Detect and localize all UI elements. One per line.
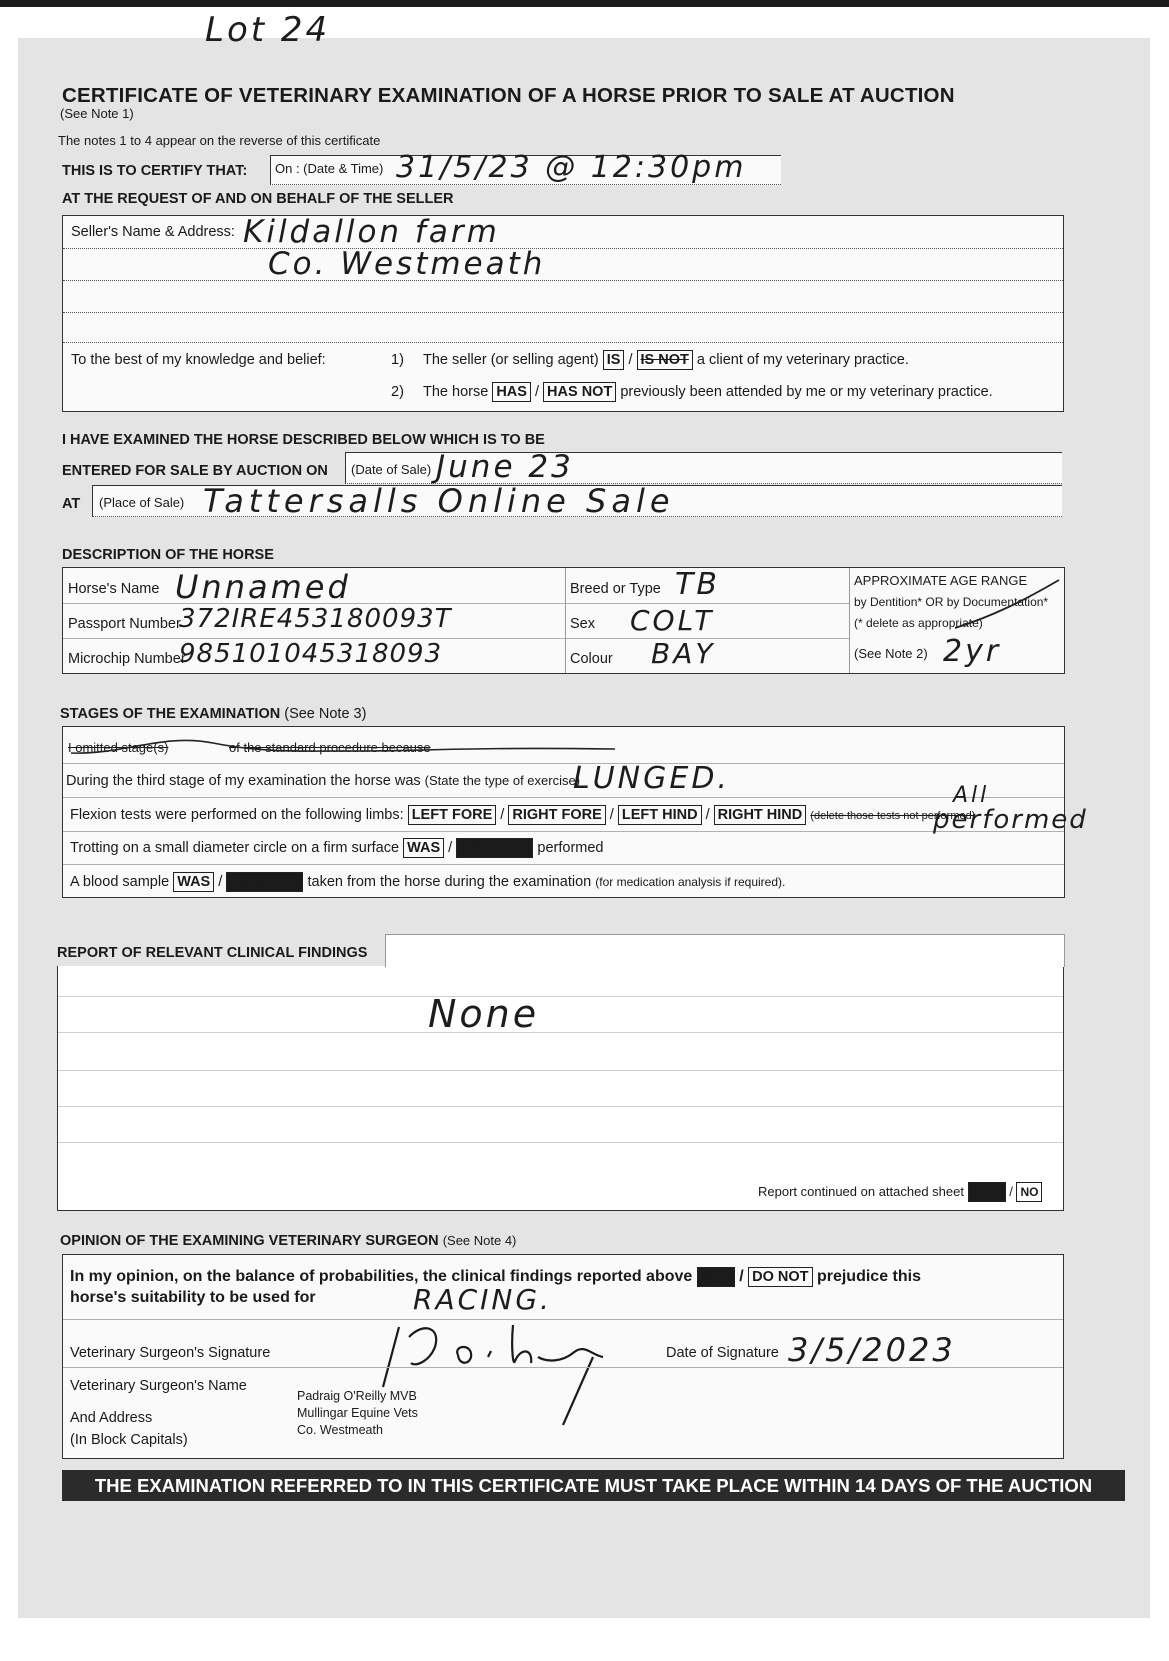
report-findings-value: None: [428, 992, 540, 1036]
seller-name-label: Seller's Name & Address:: [71, 224, 235, 240]
report-heading-field: [385, 934, 1065, 967]
stages-heading-wrap: [60, 706, 366, 722]
report-area: [57, 966, 1064, 1211]
entered-for-sale-label: ENTERED FOR SALE BY AUCTION ON: [62, 463, 328, 479]
third-stage-note: (State the type of exercise): [424, 773, 581, 788]
place-of-sale-value: Tattersalls Online Sale: [203, 482, 675, 520]
blood-tail: taken from the horse during the examination: [307, 874, 592, 890]
vet-stamp-line3: Co. Westmeath: [297, 1423, 383, 1437]
age-strike-mark: [953, 576, 1063, 631]
datetime-field: [270, 150, 781, 185]
colour-label: Colour: [570, 651, 613, 667]
sex-label: Sex: [570, 616, 595, 632]
opinion-do-redacted[interactable]: DO: [697, 1267, 735, 1287]
passport-value: 372IRE453180093T: [179, 604, 452, 634]
block-capitals-label: (In Block Capitals): [70, 1432, 188, 1448]
opinion-do-not[interactable]: DO NOT: [748, 1267, 812, 1287]
report-continued: [758, 1182, 1042, 1202]
separator: /: [1009, 1184, 1013, 1199]
certify-label: THIS IS TO CERTIFY THAT:: [62, 163, 248, 179]
stages-table: [62, 726, 1088, 898]
vet-address-label: And Address: [70, 1410, 153, 1426]
flexion-handwritten-performed: performed: [933, 805, 1088, 835]
report-no[interactable]: NO: [1016, 1182, 1042, 1202]
age-value: 2yr: [943, 634, 1002, 669]
place-of-sale-label: (Place of Sale): [99, 495, 185, 510]
scan-top-border: [0, 0, 1169, 7]
age-see-note: (See Note 2): [854, 646, 928, 661]
statement1-tail: a client of my veterinary practice.: [696, 352, 909, 368]
microchip-value: 985101045318093: [179, 639, 443, 669]
separator: /: [534, 384, 540, 400]
option-has[interactable]: HAS: [492, 382, 531, 402]
third-stage-value: LUNGED.: [573, 761, 730, 796]
colour-value: BAY: [651, 637, 716, 670]
option-has-not[interactable]: HAS NOT: [543, 382, 616, 402]
third-stage-label: During the third stage of my examination the horse was: [66, 773, 421, 789]
statement2-tail: previously been attended by me or my veterinary practice.: [620, 384, 993, 400]
trot-tail: performed: [537, 840, 604, 856]
breed-label: Breed or Type: [570, 581, 661, 597]
date-of-sale-label: (Date of Sale): [351, 462, 432, 477]
opinion-use-value: RACING.: [413, 1283, 552, 1316]
separator: /: [628, 352, 633, 368]
option-is-not-struck[interactable]: IS NOT: [637, 350, 693, 370]
knowledge-label: To the best of my knowledge and belief:: [71, 352, 326, 368]
report-heading: REPORT OF RELEVANT CLINICAL FINDINGS: [57, 945, 368, 961]
age-range-heading: APPROXIMATE AGE RANGE: [854, 573, 1028, 588]
blood-was[interactable]: WAS: [173, 872, 214, 892]
separator: /: [500, 807, 505, 823]
lot-number-note: Lot 24: [205, 10, 331, 50]
opinion-text-a: In my opinion, on the balance of probabilities, the clinical findings reported above: [70, 1268, 693, 1285]
date-of-sale-field: [345, 449, 1062, 485]
horse-name-value: Unnamed: [175, 568, 351, 606]
statement1-text: The seller (or selling agent): [423, 352, 599, 368]
at-label: AT: [62, 496, 81, 512]
statement2-number: 2): [391, 384, 404, 400]
opinion-section: [62, 1254, 1064, 1459]
horse-name-label: Horse's Name: [68, 581, 160, 597]
opinion-text-b: prejudice this: [816, 1268, 921, 1285]
limb-left-fore[interactable]: LEFT FORE: [408, 805, 497, 825]
description-table: [62, 567, 1065, 674]
age-by: by Dentition* OR by Documentation*: [854, 595, 1049, 609]
sex-value: COLT: [630, 604, 715, 637]
date-of-sale-value: June 23: [436, 449, 574, 485]
flexion-note: (delete those tests not performed): [810, 810, 976, 822]
blood-sample-row: [70, 872, 785, 892]
age-delete-note: (* delete as appropriate): [854, 616, 983, 630]
examined-heading: I HAVE EXAMINED THE HORSE DESCRIBED BELOW WHICH IS TO BE: [62, 432, 545, 448]
trotting-row: [70, 838, 603, 858]
separator: /: [705, 807, 710, 823]
vet-stamp-line2: Mullingar Equine Vets: [297, 1406, 418, 1420]
opinion-heading-wrap: [60, 1233, 516, 1249]
statement2: [423, 382, 993, 402]
flexion-row: [70, 805, 975, 825]
limb-left-hind[interactable]: LEFT HIND: [618, 805, 702, 825]
limb-right-fore[interactable]: RIGHT FORE: [508, 805, 605, 825]
omitted-stages-b: of the standard procedure because: [229, 740, 431, 755]
trot-was[interactable]: WAS: [403, 838, 444, 858]
trot-was-not-redacted[interactable]: WAS NOT: [456, 838, 533, 858]
statement1-number: 1): [391, 352, 404, 368]
date-of-signature-label: Date of Signature: [666, 1345, 779, 1361]
separator: /: [609, 807, 614, 823]
omitted-strike-mark: [63, 733, 623, 763]
place-of-sale-field: [92, 482, 1062, 520]
notes-reference-line: The notes 1 to 4 appear on the reverse of this certificate: [58, 133, 381, 148]
stages-heading: STAGES OF THE EXAMINATION: [60, 706, 281, 722]
flexion-label: Flexion tests were performed on the following limbs:: [70, 807, 404, 823]
stages-note: (See Note 3): [284, 706, 367, 722]
opinion-heading: OPINION OF THE EXAMINING VETERINARY SURGEON: [60, 1233, 439, 1249]
seller-name-line2: Co. Westmeath: [268, 246, 546, 282]
blood-note: (for medication analysis if required).: [595, 875, 786, 889]
option-is[interactable]: IS: [603, 350, 625, 370]
seller-name-line1: Kildallon farm: [243, 214, 500, 250]
datetime-label: On : (Date & Time): [275, 161, 384, 176]
microchip-label: Microchip Number: [68, 651, 186, 667]
report-yes-redacted[interactable]: YES: [968, 1182, 1006, 1202]
limb-right-hind[interactable]: RIGHT HIND: [714, 805, 807, 825]
opinion-note: (See Note 4): [442, 1233, 517, 1248]
blood-was-not-redacted[interactable]: WAS NOT: [226, 872, 303, 892]
see-note-1: (See Note 1): [60, 106, 134, 121]
blood-label: A blood sample: [70, 874, 170, 890]
trotting-label: Trotting on a small diameter circle on a firm surface: [70, 840, 400, 856]
certificate-title: CERTIFICATE OF VETERINARY EXAMINATION OF A HORSE PRIOR TO SALE AT AUCTION: [62, 84, 955, 107]
seller-section: [62, 215, 1064, 412]
vet-stamp-line1: Padraig O'Reilly MVB: [297, 1389, 417, 1403]
opinion-text-c: horse's suitability to be used for: [70, 1289, 316, 1306]
breed-value: TB: [675, 567, 720, 602]
separator: /: [448, 840, 453, 856]
datetime-value: 31/5/23 @ 12:30pm: [396, 150, 747, 185]
signature-label: Veterinary Surgeon's Signature: [70, 1345, 271, 1361]
description-heading: DESCRIPTION OF THE HORSE: [62, 547, 274, 563]
vet-name-label: Veterinary Surgeon's Name: [70, 1378, 247, 1394]
omitted-stages-a: I omitted stage(s): [68, 740, 169, 755]
statement1: [423, 350, 909, 370]
request-heading: AT THE REQUEST OF AND ON BEHALF OF THE SELLER: [62, 191, 454, 207]
flexion-handwritten-all: All: [953, 783, 990, 808]
date-of-signature-value: 3/5/2023: [788, 1331, 956, 1369]
report-continued-label: Report continued on attached sheet: [758, 1184, 964, 1199]
third-stage: [66, 773, 580, 789]
statement2-text: The horse: [423, 384, 489, 400]
separator: /: [739, 1268, 744, 1285]
separator: /: [218, 874, 223, 890]
footer-banner: THE EXAMINATION REFERRED TO IN THIS CERTIFICATE MUST TAKE PLACE WITHIN 14 DAYS OF THE AUCTION: [62, 1470, 1125, 1501]
passport-label: Passport Number: [68, 616, 181, 632]
